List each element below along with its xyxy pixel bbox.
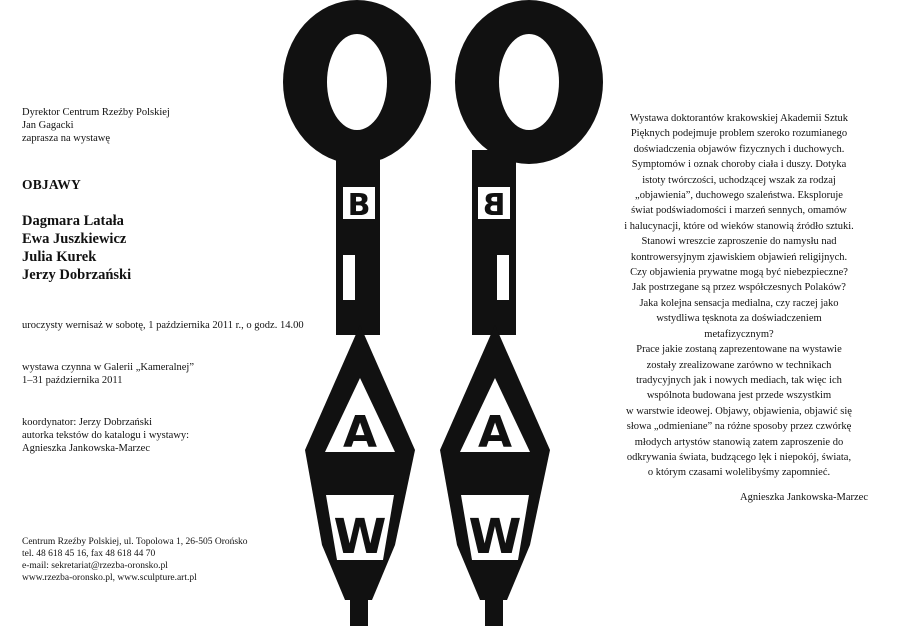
letter-o-right-counter <box>499 34 559 130</box>
contact-websites: www.rzezba-oronsko.pl, www.sculpture.art.pl <box>22 573 197 583</box>
exhibition-line: 1–31 października 2011 <box>22 375 123 386</box>
essay-line: w warstwie ideowej. Objawy, objawienia, objawić się <box>626 405 852 417</box>
contact-email: e-mail: sekretariat@rzezba-oronsko.pl <box>22 561 168 571</box>
essay-line: Symptomów i oznak choroby ciała i duszy. Dotyka <box>631 159 847 171</box>
essay-line: istoty twórczości, uchodzącej wszak za rodzaj <box>642 174 836 186</box>
letter-b-right: B <box>482 188 506 223</box>
essay-line: tradycyjnych jak i nowych mediach, tak więc ich <box>636 374 842 386</box>
vernissage-info <box>22 319 362 332</box>
essay-line: kontrowersyjnym zjawiskiem objawień religijnych. <box>630 251 848 263</box>
letter-y-left-tail <box>350 598 368 626</box>
essay-line: Stanowi wreszcie zaproszenie do namysłu nad <box>641 236 837 248</box>
essay-line: Pięknych podejmuje problem szeroko rozumianego <box>630 128 848 140</box>
essay-line: Jaka kolejna sensacja medialna, czy raczej jako <box>639 297 839 309</box>
artist-name: Julia Kurek <box>22 249 97 265</box>
credit-line: autorka tekstów do katalogu i wystawy: <box>22 430 190 441</box>
credit-line: koordynator: Jerzy Dobrzański <box>22 417 153 428</box>
essay-line: młodych artystów stanowią zatem zaproszenie do <box>634 436 844 448</box>
essay-line: i halucynacji, które od wieków stanowią źródło sztuki. <box>624 220 854 232</box>
contact-phone: tel. 48 618 45 16, fax 48 618 44 70 <box>22 549 156 559</box>
essay-line: słowa „odmieniane” na różne sposoby przez czwórkę <box>626 421 852 433</box>
right-letter-column <box>440 0 603 626</box>
essay-line: metafizycznym? <box>704 328 774 340</box>
essay-line: odkrywania świata, budzącego lęk i niepokój, świata, <box>626 451 852 463</box>
credits-block <box>22 416 362 455</box>
essay-line: Wystawa doktorantów krakowskiej Akademii Sztuk <box>629 113 849 124</box>
letter-a-left: A <box>342 407 378 458</box>
invitation-line: Dyrektor Centrum Rzeźby Polskiej <box>22 107 170 118</box>
letter-j-right-notch <box>497 255 509 300</box>
letter-a-right: A <box>477 407 513 458</box>
contact-address: Centrum Rzeźby Polskiej, ul. Topolowa 1, 26-505 Orońsko <box>22 537 248 547</box>
artist-name: Ewa Juszkiewicz <box>22 231 127 247</box>
letter-w-left: W <box>333 509 387 565</box>
essay-line: zostały zrealizowane zarówno w technikach <box>646 359 832 371</box>
invitation-line: zaprasza na wystawę <box>22 133 111 144</box>
essay-line: „objawienia”, duchowego szaleństwa. Eksploruje <box>635 190 843 202</box>
essay-line: Prace jakie zostaną zaprezentowane na wystawie <box>636 344 842 356</box>
essay-line: świat podświadomości i marzeń sennych, omamów <box>631 205 847 217</box>
vernissage-line: uroczysty wernisaż w sobotę, 1 października 2011 r., o godz. 14.00 <box>22 320 304 331</box>
exhibition-dates <box>22 361 362 387</box>
exhibition-line: wystawa czynna w Galerii „Kameralnej” <box>22 362 194 373</box>
credit-line: Agnieszka Jankowska-Marzec <box>22 443 150 454</box>
contact-block <box>22 536 362 584</box>
essay-line: Jak postrzegane są przez współczesnych Polaków? <box>632 282 846 294</box>
letter-j-right-stem <box>472 150 516 335</box>
essay-line: doświadczenia objawów fizycznych i duchowych. <box>633 143 845 155</box>
essay-line: Czy objawienia prywatne mogą być niebezpieczne? <box>630 267 848 279</box>
essay-line: o którym czasami wolelibyśmy zapomnieć. <box>647 467 831 479</box>
invitation-block <box>22 106 362 145</box>
essay-line: wspólnota budowana jest przede wszystkim <box>646 390 832 402</box>
essay-line: wstydliwa tęsknota za doświadczeniem <box>656 313 822 325</box>
essay-column <box>598 111 880 505</box>
artists-list <box>22 212 362 284</box>
artist-name: Jerzy Dobrzański <box>22 267 132 283</box>
exhibition-title: OBJAWY <box>22 177 81 192</box>
essay-signature: Agnieszka Jankowska-Marzec <box>740 491 868 503</box>
invitation-line: Jan Gagacki <box>22 120 74 131</box>
letter-y-right-tail <box>485 598 503 626</box>
artist-name: Dagmara Latała <box>22 213 124 229</box>
letter-w-right: W <box>468 509 522 565</box>
left-letter-column <box>283 0 431 626</box>
letter-b-left: B <box>347 188 371 223</box>
